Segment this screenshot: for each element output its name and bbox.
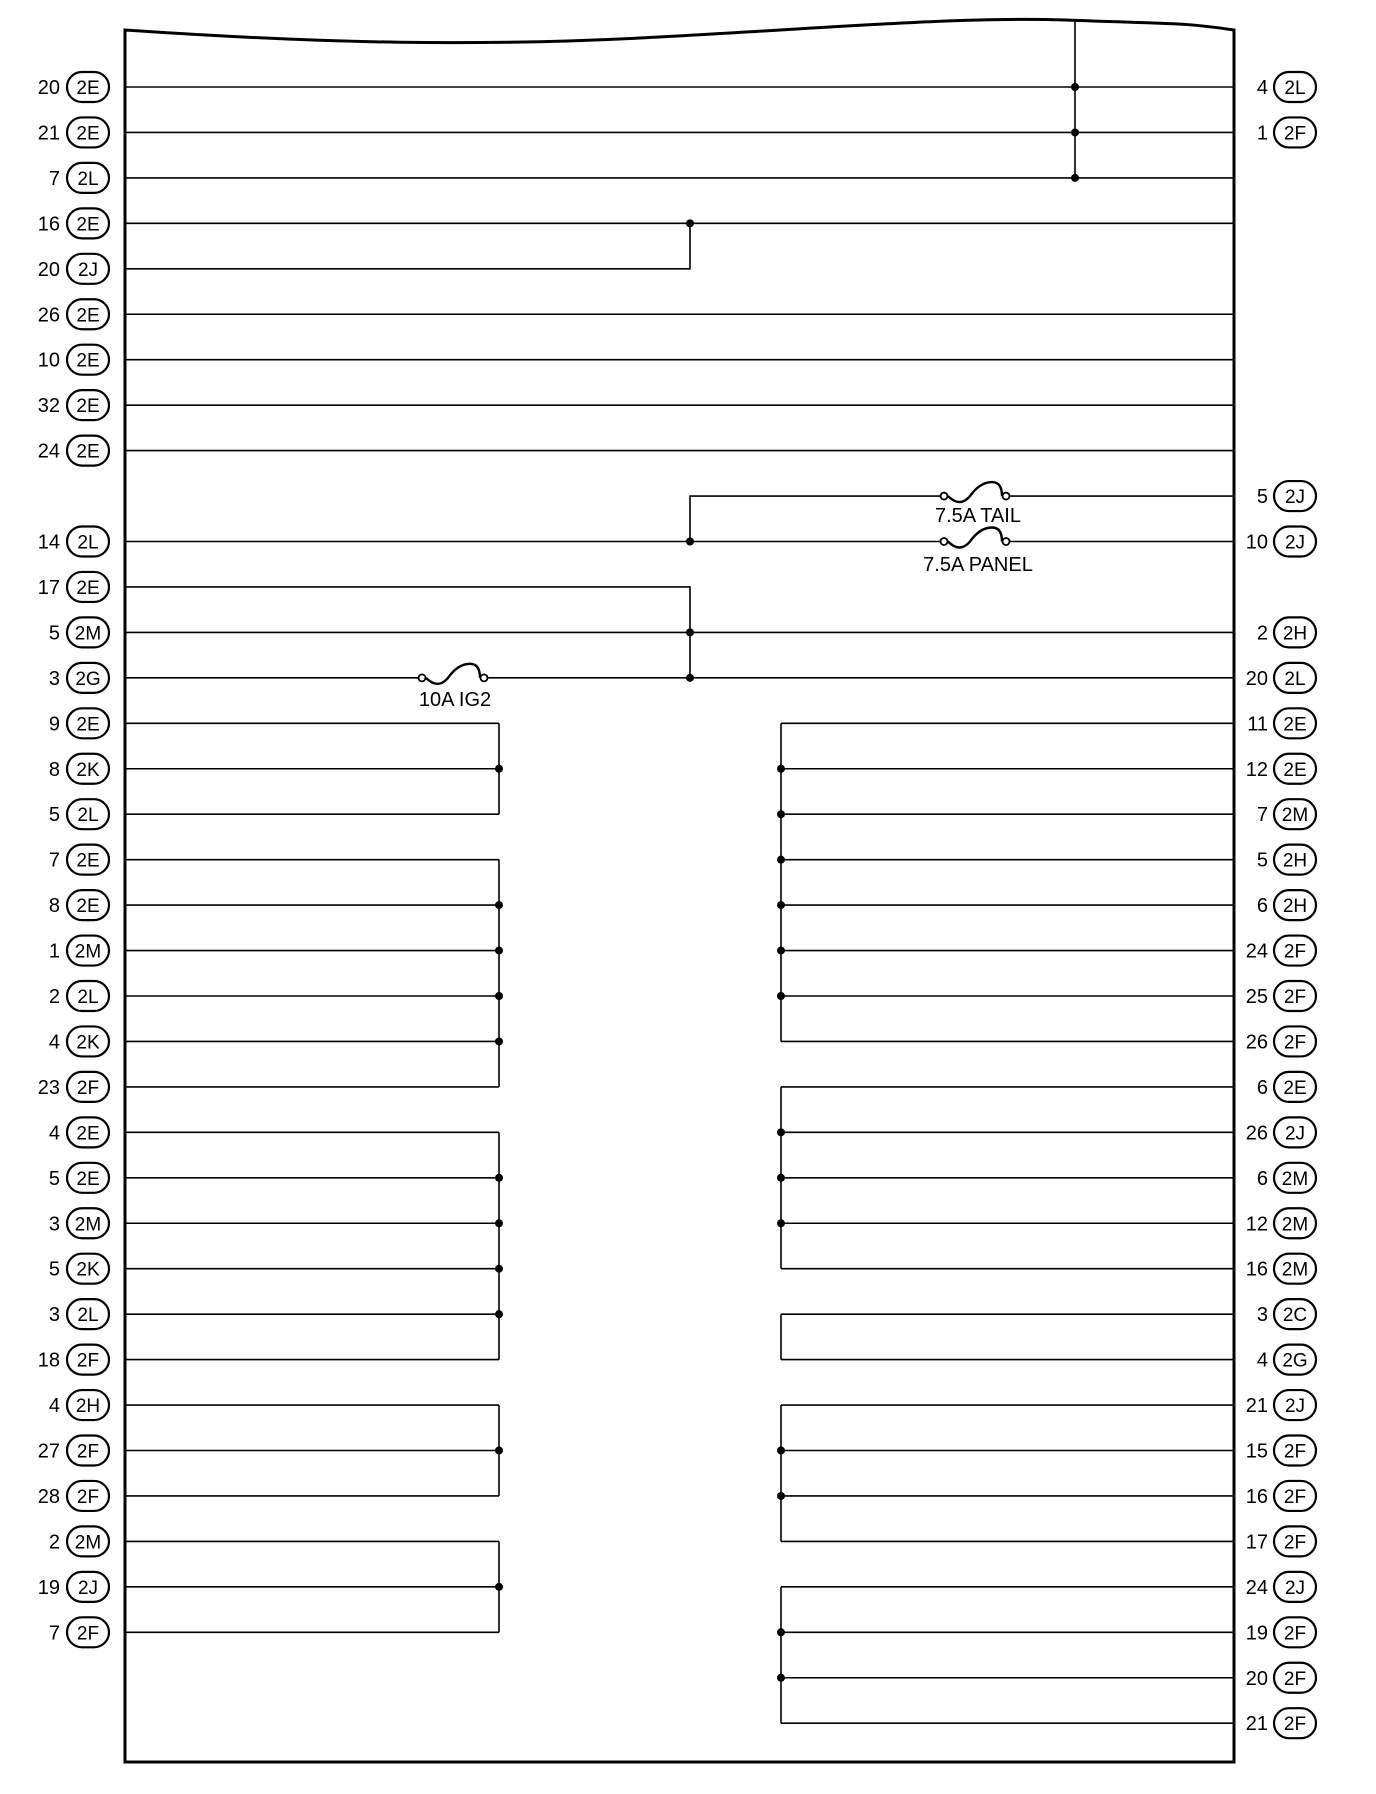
terminal-pin-number: 24	[37, 440, 60, 463]
terminal-pin-number: 2	[48, 986, 60, 1008]
left-terminal	[38, 1436, 109, 1466]
connector-code: 2E	[76, 350, 100, 372]
connector-code: 2F	[1283, 1623, 1307, 1645]
connector-code: 2E	[76, 1123, 100, 1145]
connector-code: 2M	[74, 623, 102, 645]
splice-node	[777, 1628, 785, 1636]
terminal-pin-number: 4	[1256, 77, 1268, 99]
terminal-pin-number: 32	[37, 395, 60, 418]
left-terminal	[38, 572, 109, 602]
connector-code: 2G	[1282, 1350, 1308, 1372]
right-terminal	[1246, 1390, 1316, 1420]
connector-code: 2F	[76, 1350, 100, 1372]
right-terminal	[1257, 617, 1316, 647]
terminal-pin-number: 5	[1256, 849, 1268, 872]
terminal-pin-number: 28	[37, 1485, 60, 1508]
terminal-pin-number: 11	[1247, 713, 1268, 736]
connector-code: 2J	[1284, 487, 1306, 509]
right-terminal	[1246, 936, 1316, 966]
left-terminal	[38, 1072, 109, 1102]
splice-node	[777, 1447, 785, 1455]
left-terminal	[49, 754, 109, 784]
right-terminal	[1246, 1572, 1316, 1602]
terminal-pin-number: 16	[37, 213, 60, 236]
terminal-pin-number: 3	[48, 1304, 60, 1327]
left-terminal	[49, 708, 109, 738]
connector-code: 2F	[1283, 1441, 1307, 1463]
right-terminal	[1257, 1299, 1316, 1329]
connector-code: 2C	[1282, 1305, 1308, 1327]
connector-code: 2M	[74, 1532, 102, 1554]
terminal-pin-number: 20	[1245, 1667, 1268, 1690]
connector-code: 2F	[1283, 1032, 1307, 1054]
left-terminal	[38, 1481, 109, 1511]
right-terminal	[1246, 663, 1316, 693]
right-terminal	[1246, 527, 1316, 557]
terminal-pin-number: 26	[1245, 1122, 1268, 1145]
splice-node	[1071, 128, 1079, 136]
right-terminal	[1246, 1254, 1316, 1284]
fuse-terminal	[1003, 538, 1010, 545]
right-terminal	[1257, 799, 1316, 829]
left-terminal	[38, 117, 109, 147]
terminal-pin-number: 4	[48, 1031, 60, 1054]
terminal-pin-number: 20	[37, 77, 60, 99]
splice-node	[495, 1265, 503, 1273]
connector-code: 2M	[74, 1214, 102, 1236]
terminal-pin-number: 2	[1256, 622, 1268, 645]
left-terminal	[49, 1254, 109, 1284]
terminal-pin-number: 21	[1245, 1395, 1268, 1418]
splice-node	[777, 1674, 785, 1682]
splice-node	[686, 219, 694, 227]
terminal-pin-number: 4	[48, 1122, 60, 1145]
splice-node	[777, 1128, 785, 1136]
fuse-terminal	[941, 493, 948, 500]
connector-code: 2H	[1282, 896, 1308, 918]
wire-layer	[125, 20, 1234, 1723]
fuse-terminal	[419, 674, 426, 681]
connector-code: 2E	[1283, 1077, 1307, 1099]
right-terminal	[1246, 1663, 1316, 1693]
splice-node	[495, 992, 503, 1000]
splice-node	[495, 1310, 503, 1318]
right-terminal	[1257, 1163, 1316, 1193]
left-terminal	[49, 163, 109, 193]
connector-code: 2M	[1281, 1259, 1309, 1281]
splice-node	[777, 810, 785, 818]
right-terminal	[1246, 1026, 1316, 1056]
terminal-pin-number: 10	[1245, 531, 1268, 554]
fuse-terminal	[481, 674, 488, 681]
splice-node-layer	[495, 83, 1079, 1682]
terminal-pin-number: 5	[1256, 486, 1268, 509]
terminal-pin-number: 17	[37, 576, 60, 599]
left-terminal	[38, 208, 109, 238]
connector-code: 2E	[76, 78, 100, 99]
connector-code: 2F	[76, 1486, 100, 1508]
terminal-pin-number: 4	[48, 1395, 60, 1418]
connector-code: 2F	[1283, 1486, 1307, 1508]
connector-code: 2M	[1281, 1214, 1309, 1236]
connector-code: 2J	[1284, 1577, 1306, 1599]
left-terminal	[49, 1026, 109, 1056]
connector-code: 2H	[1282, 623, 1308, 645]
left-terminal	[49, 845, 109, 875]
right-terminal	[1246, 1526, 1316, 1556]
splice-node	[777, 856, 785, 864]
splice-node	[495, 765, 503, 773]
connector-code: 2F	[1283, 123, 1307, 145]
splice-node	[495, 1583, 503, 1591]
connector-code: 2F	[1283, 987, 1307, 1008]
connector-code: 2H	[75, 1396, 101, 1418]
right-terminal	[1246, 1208, 1316, 1238]
terminal-pin-number: 20	[37, 258, 60, 281]
left-terminal	[38, 254, 109, 284]
connector-code: 2H	[1282, 850, 1308, 872]
splice-node	[777, 1219, 785, 1227]
left-terminal	[49, 1299, 109, 1329]
left-terminal	[49, 936, 109, 966]
connector-code: 2M	[1281, 1168, 1309, 1190]
connector-code: 2F	[76, 1441, 100, 1463]
terminal-pin-number: 19	[37, 1576, 60, 1599]
connector-code: 2F	[76, 1623, 100, 1645]
fuse-terminal	[1003, 493, 1010, 500]
connector-code: 2L	[77, 168, 99, 190]
left-terminal	[38, 72, 109, 102]
terminal-pin-number: 27	[37, 1440, 60, 1463]
left-terminal	[38, 527, 109, 557]
terminal-pin-number: 1	[1256, 122, 1268, 145]
connector-code: 2L	[1284, 668, 1306, 690]
fuse-10a-ig2	[419, 664, 488, 685]
terminal-pin-number: 18	[37, 1349, 60, 1372]
left-terminal	[38, 1572, 109, 1602]
fuse-label-ig2: 10A IG2	[418, 689, 492, 711]
fuse-7-5a-tail	[941, 482, 1010, 503]
terminal-pin-number: 3	[1256, 1304, 1268, 1327]
terminal-pin-number: 12	[1245, 1213, 1268, 1236]
connector-code: 2E	[1283, 759, 1307, 781]
right-terminal	[1246, 1708, 1316, 1738]
connector-code: 2G	[75, 668, 101, 690]
connector-code: 2K	[76, 759, 100, 781]
right-terminal	[1257, 1345, 1316, 1375]
splice-node	[686, 674, 694, 682]
left-terminal	[49, 1117, 109, 1147]
connector-code: 2E	[76, 714, 100, 736]
terminal-pin-number: 16	[1245, 1258, 1268, 1281]
terminal-pin-number: 10	[37, 349, 60, 372]
terminal-pin-number: 6	[1256, 1167, 1268, 1190]
connector-code: 2E	[76, 441, 100, 463]
terminal-pin-number: 6	[1256, 895, 1268, 918]
connector-code: 2F	[1283, 1532, 1307, 1554]
connector-code: 2F	[1283, 1714, 1307, 1736]
right-terminal	[1246, 1481, 1316, 1511]
splice-node	[777, 1492, 785, 1500]
terminal-pin-number: 1	[48, 940, 60, 963]
terminal-pin-number: 7	[48, 167, 60, 190]
terminal-pin-number: 12	[1245, 758, 1268, 781]
left-terminal	[49, 1208, 109, 1238]
connector-code: 2L	[77, 805, 99, 827]
connector-code: 2L	[1284, 78, 1306, 99]
left-terminal	[49, 1617, 109, 1647]
terminal-pin-number: 8	[48, 758, 60, 781]
connector-code: 2J	[1284, 532, 1306, 554]
fuse-label-tail: 7.5A TAIL	[935, 505, 1021, 527]
connector-code: 2M	[74, 941, 102, 963]
connector-code: 2K	[76, 1032, 100, 1054]
terminal-pin-number: 19	[1245, 1622, 1268, 1645]
fuse-terminal	[941, 538, 948, 545]
left-terminal	[38, 345, 109, 375]
left-terminal	[49, 663, 109, 693]
junction-block-frame	[125, 19, 1234, 1762]
connector-code: 2J	[77, 259, 99, 281]
block-outline	[125, 19, 1234, 1762]
splice-node	[777, 765, 785, 773]
terminal-pin-number: 26	[37, 304, 60, 327]
left-terminal	[49, 799, 109, 829]
connector-code: 2E	[76, 396, 100, 418]
connector-code: 2K	[76, 1259, 100, 1281]
left-terminal	[49, 890, 109, 920]
left-terminal	[49, 617, 109, 647]
left-terminal	[49, 981, 109, 1011]
left-terminal	[38, 1345, 109, 1375]
terminal-pin-number: 23	[37, 1076, 60, 1099]
right-terminal	[1246, 1436, 1316, 1466]
right-terminal	[1246, 1117, 1316, 1147]
connector-code: 2L	[77, 987, 99, 1008]
right-terminal	[1257, 890, 1316, 920]
splice-node	[495, 1219, 503, 1227]
connector-code: 2E	[76, 1168, 100, 1190]
splice-node	[495, 901, 503, 909]
connector-code: 2J	[77, 1577, 99, 1599]
left-terminal	[49, 1390, 109, 1420]
connector-code: 2M	[1281, 805, 1309, 827]
terminal-pin-number: 5	[48, 1258, 60, 1281]
terminal-pin-number: 7	[48, 1622, 60, 1645]
terminal-pin-number: 14	[37, 531, 60, 554]
splice-node	[777, 901, 785, 909]
terminal-pin-number: 2	[48, 1531, 60, 1554]
right-terminal	[1246, 1617, 1316, 1647]
terminal-pin-number: 9	[48, 713, 60, 736]
connector-code: 2F	[1283, 941, 1307, 963]
terminal-pin-number: 3	[48, 667, 60, 690]
connector-code: 2E	[76, 896, 100, 918]
terminal-pin-number: 21	[37, 122, 60, 145]
fuse-layer	[419, 482, 1033, 711]
terminal-pin-number: 15	[1245, 1440, 1268, 1463]
splice-node	[495, 1447, 503, 1455]
fuse-7-5a-panel	[941, 528, 1010, 549]
connector-code: 2F	[76, 1077, 100, 1099]
terminal-pin-number: 7	[48, 849, 60, 872]
connector-code: 2J	[1284, 1396, 1306, 1418]
left-terminal	[38, 299, 109, 329]
splice-node	[686, 628, 694, 636]
terminal-pin-number: 17	[1245, 1531, 1268, 1554]
splice-node	[777, 1174, 785, 1182]
splice-node	[1071, 174, 1079, 182]
right-terminal	[1257, 117, 1316, 147]
terminal-pin-number: 26	[1245, 1031, 1268, 1054]
fuse-label-panel: 7.5A PANEL	[923, 554, 1033, 576]
terminal-pin-number: 24	[1245, 940, 1268, 963]
left-terminal	[49, 1163, 109, 1193]
terminal-pin-number: 5	[48, 804, 60, 827]
connector-code: 2E	[76, 123, 100, 145]
connector-code: 2E	[76, 214, 100, 236]
left-terminal	[49, 1526, 109, 1556]
right-terminal	[1257, 72, 1316, 102]
connector-code: 2E	[76, 305, 100, 327]
terminal-pin-number: 3	[48, 1213, 60, 1236]
right-terminal	[1257, 845, 1316, 875]
terminal-pin-number: 4	[1256, 1349, 1268, 1372]
terminal-pin-number: 21	[1245, 1713, 1268, 1736]
terminal-pin-number: 8	[48, 895, 60, 918]
splice-node	[495, 1037, 503, 1045]
connector-code: 2J	[1284, 1123, 1306, 1145]
splice-node	[777, 947, 785, 955]
terminal-pin-number: 5	[48, 1167, 60, 1190]
terminal-pin-number: 16	[1245, 1485, 1268, 1508]
terminal-pin-number: 25	[1245, 986, 1268, 1008]
connector-code: 2L	[77, 1305, 99, 1327]
right-terminal	[1257, 481, 1316, 511]
right-terminal	[1246, 754, 1316, 784]
terminal-pin-number: 5	[48, 622, 60, 645]
connector-code: 2F	[1283, 1668, 1307, 1690]
splice-node	[495, 1174, 503, 1182]
terminal-pin-number: 20	[1245, 667, 1268, 690]
terminal-pin-number: 6	[1256, 1076, 1268, 1099]
right-terminal	[1247, 708, 1316, 738]
connector-code: 2L	[77, 532, 99, 554]
terminal-pin-number: 7	[1256, 804, 1268, 827]
splice-node	[686, 538, 694, 546]
terminal-pin-number: 24	[1245, 1576, 1268, 1599]
splice-node	[1071, 83, 1079, 91]
feed-wire	[125, 223, 690, 268]
left-terminal	[38, 436, 109, 466]
right-terminal	[1257, 1072, 1316, 1102]
splice-node	[495, 947, 503, 955]
connector-code: 2E	[76, 850, 100, 872]
connector-code: 2E	[1283, 714, 1307, 736]
left-terminal	[38, 390, 109, 420]
splice-node	[777, 992, 785, 1000]
right-terminal	[1246, 981, 1316, 1011]
connector-code: 2E	[76, 577, 100, 599]
